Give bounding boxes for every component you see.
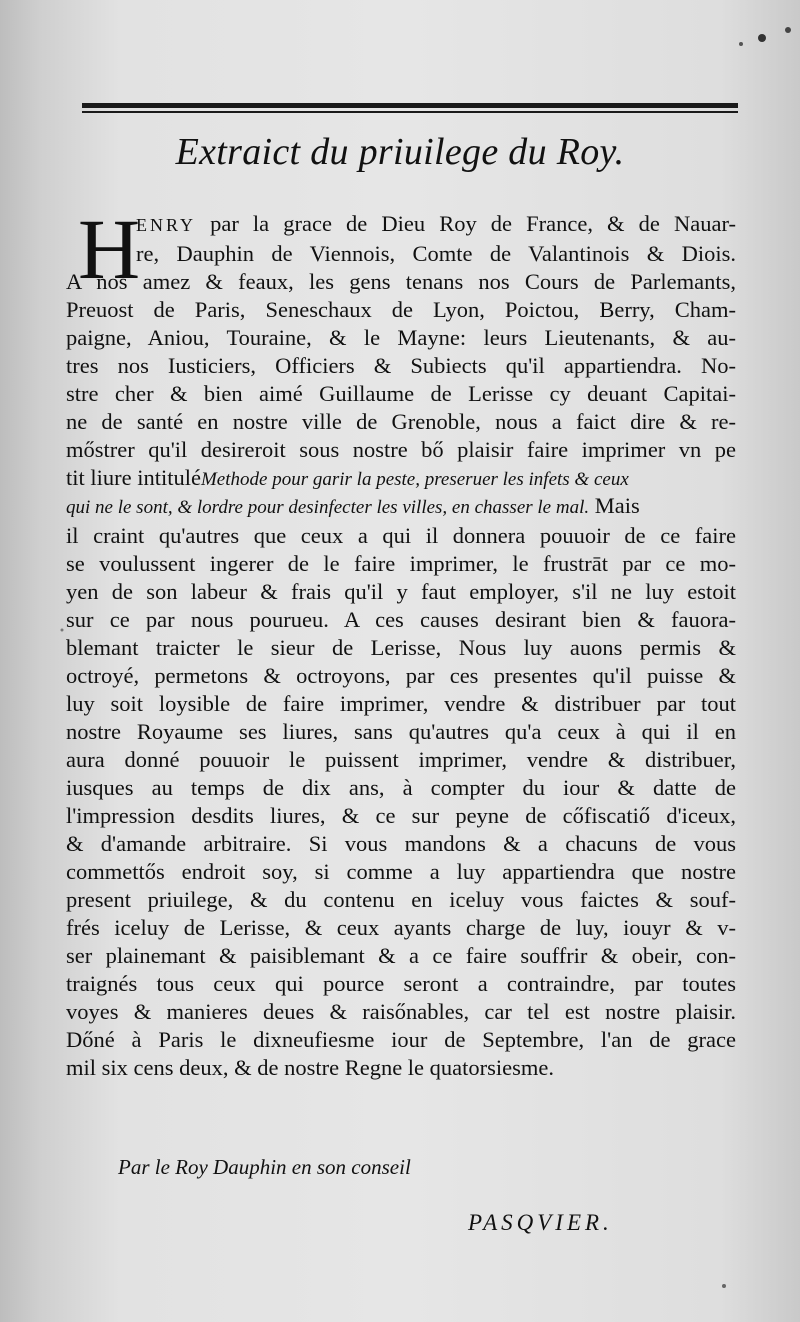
text-line-20: aura donné pouuoir le puissent imprimer, vendre & distribuer, — [66, 747, 736, 772]
text-line-17: octroyé, permetons & octroyons, par ces presentes qu'il puisse & — [66, 663, 736, 688]
text-line-26: frés iceluy de Lerisse, & ceux ayants charge de luy, iouyr & v- — [66, 915, 736, 940]
text-line-29: voyes & manieres deues & raisőnables, car tel est nostre plaisir. — [66, 999, 736, 1024]
text-line-16: blemant traicter le sieur de Lerisse, Nous luy auons permis & — [66, 635, 736, 660]
text-line-14: yen de son labeur & frais qu'il y faut employer, s'il ne luy estoit — [66, 579, 736, 604]
text-line-13: se voulussent ingerer de le faire imprimer, le frustrāt par ce mo- — [66, 551, 736, 576]
text-line-9: mőstrer qu'il desireroit sous nostre bő plaisir faire imprimer vn pe — [66, 437, 736, 462]
text-line-25: present priuilege, & du contenu en iceluy vous faictes & souf- — [66, 887, 736, 912]
text-line-2: re, Dauphin de Viennois, Comte de Valantinois & Diois. — [136, 241, 736, 266]
first-word-smallcaps: ENRY — [136, 215, 197, 235]
text-line-8: ne de santé en nostre ville de Grenoble, nous a faict dire & re- — [66, 409, 736, 434]
text-line-6: tres nos Iusticiers, Officiers & Subiects qu'il appartiendra. No- — [66, 353, 736, 378]
text-line-12: il craint qu'autres que ceux a qui il donnera pouuoir de ce faire — [66, 523, 736, 548]
text-line-27: ser plainemant & paisiblemant & a ce faire souffrir & obeir, con- — [66, 943, 736, 968]
signature: PASQVIER. — [468, 1210, 613, 1235]
text-line-21: iusques au temps de dix ans, à compter du iour & datte de — [66, 775, 736, 800]
text-line-28: traignés tous ceux qui pource seront a contraindre, par toutes — [66, 971, 736, 996]
drop-cap: H — [78, 201, 141, 297]
text-line-31: mil six cens deux, & de nostre Regne le quatorsiesme. — [66, 1055, 555, 1080]
text-line-19: nostre Royaume ses liures, sans qu'autres qu'a ceux à qui il en — [66, 719, 736, 744]
text-line-30: Dőné à Paris le dixneufiesme iour de Septembre, l'an de grace — [66, 1027, 736, 1052]
text-line-24: commettős endroit soy, si comme a luy appartiendra que nostre — [66, 859, 736, 884]
text-line-5: paigne, Aniou, Touraine, & le Mayne: leurs Lieutenants, & au- — [66, 325, 736, 350]
text-line-22: l'impression desdits liures, & ce sur peyne de cőfiscatiő d'iceux, — [66, 803, 736, 828]
text-line-23: & d'amande arbitraire. Si vous mandons & a chacuns de vous — [66, 831, 736, 856]
line-11-roman: Mais — [594, 493, 640, 518]
text-line-7: stre cher & bien aimé Guillaume de Lerisse cy deuant Capitai- — [66, 381, 736, 406]
text-line-4: Preuost de Paris, Seneschaux de Lyon, Poictou, Berry, Cham- — [66, 297, 736, 322]
signoff-line: Par le Roy Dauphin en son conseil — [118, 1155, 411, 1179]
text-line-15: sur ce par nous pourueu. A ces causes desirant bien & fauora- — [66, 607, 736, 632]
line-10-roman: tit liure intitulé — [66, 465, 201, 490]
line-1-text: par la grace de Dieu Roy de France, & de Nauar- — [196, 211, 736, 236]
text-line-18: luy soit loysible de faire imprimer, vendre & distribuer par tout — [66, 691, 736, 716]
page-title: Extraict du priuilege du Roy. — [175, 131, 625, 173]
book-title-part-1: Methode pour garir la peste, preseruer les infets & ceux — [200, 469, 629, 490]
book-title-part-2: qui ne le sont, & lordre pour desinfecter les villes, en chasser le mal. — [66, 497, 590, 518]
text-line-3: A nos amez & feaux, les gens tenans nos Cours de Parlemants, — [66, 269, 736, 294]
